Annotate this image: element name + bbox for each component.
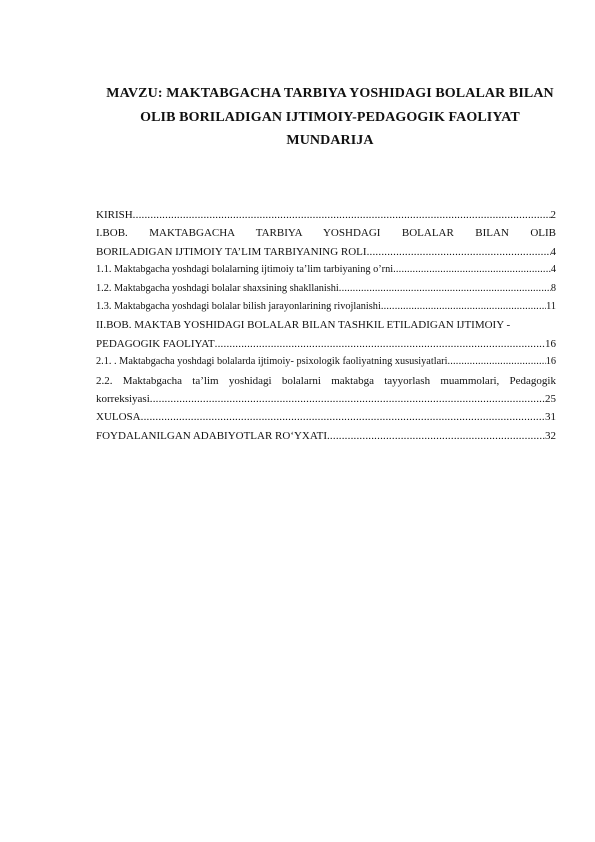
toc-page-number: 2: [550, 209, 556, 221]
toc-entry-text: 2.2. Maktabgacha ta’lim yoshidagi bolalarni maktabga tayyorlash muammolari, Pedagogik: [96, 374, 556, 387]
toc-leader-dots: [133, 206, 551, 224]
toc-page-number: 31: [545, 411, 556, 424]
toc-leader-dots: [367, 243, 551, 261]
toc-entry-text: II.BOB. MAKTAB YOSHIDAGI BOLALAR BILAN TASHKIL ETILADIGAN IJTIMOIY -: [96, 319, 511, 332]
toc-entry-1-1[interactable]: [96, 261, 556, 279]
toc-entry-bob1[interactable]: [96, 224, 556, 261]
toc-entry-2-2[interactable]: [96, 372, 556, 409]
toc-entry-2-1[interactable]: [96, 353, 556, 371]
toc-page-number: 4: [550, 264, 556, 276]
toc-entry-text: FOYDALANILGAN ADABIYOTLAR RO‘YXATI: [96, 429, 327, 442]
toc-entry-text: 1.2. Maktabgacha yoshdagi bolalar shaxsining shakllanishi: [96, 282, 339, 294]
toc-heading: MUNDARIJA: [286, 133, 374, 148]
toc-entry-text-cont: BORILADIGAN IJTIMOIY TA’LIM TARBIYANING ROLI: [96, 245, 367, 258]
toc-entry-1-2[interactable]: [96, 280, 556, 298]
table-of-contents: [96, 206, 556, 445]
toc-entry-1-3[interactable]: [96, 298, 556, 316]
toc-leader-dots: [141, 408, 545, 426]
toc-page-number: 32: [545, 429, 556, 442]
toc-entry-text: KIRISH: [96, 209, 133, 221]
toc-entry-text: I.BOB. MAKTABGACHA TARBIYA YOSHDAGI BOLALAR BILAN OLIB: [96, 227, 556, 240]
toc-entry-text: 1.3. Maktabgacha yoshdagi bolalar bilish jarayonlarining rivojlanishi: [96, 301, 381, 313]
toc-entry-text: XULOSA: [96, 411, 141, 424]
toc-entry-adabiyotlar[interactable]: [96, 427, 556, 445]
title-line-2: OLIB BORILADIGAN IJTIMOIY-PEDAGOGIK FAOLIYAT: [140, 109, 520, 125]
toc-leader-dots: [447, 353, 545, 371]
toc-page-number: 16: [545, 356, 556, 368]
toc-entry-xulosa[interactable]: [96, 408, 556, 426]
toc-entry-kirish[interactable]: [96, 206, 556, 224]
toc-leader-dots: [215, 335, 545, 353]
toc-entry-bob2[interactable]: [96, 316, 556, 353]
toc-page-number: 11: [546, 301, 556, 313]
toc-leader-dots: [381, 298, 546, 316]
toc-leader-dots: [150, 390, 545, 408]
toc-entry-text: 2.1. . Maktabgacha yoshdagi bolalarda ijtimoiy- psixologik faoliyatning xususiyatlari: [96, 356, 448, 368]
toc-page-number: 25: [545, 393, 556, 406]
toc-leader-dots: [327, 427, 545, 445]
toc-page-number: 8: [550, 282, 556, 294]
toc-entry-text-cont: korreksiyasi: [96, 393, 150, 406]
toc-entry-text-cont: PEDAGOGIK FAOLIYAT: [96, 337, 215, 350]
title-block: [60, 82, 595, 153]
toc-leader-dots: [393, 261, 551, 279]
title-line-1: MAVZU: MAKTABGACHA TARBIYA YOSHIDAGI BOLALAR BILAN: [106, 86, 554, 101]
toc-entry-text: 1.1. Maktabgacha yoshdagi bolalarning ijtimoiy ta’lim tarbiyaning o’rni: [96, 264, 394, 276]
toc-page-number: 16: [545, 337, 556, 350]
toc-leader-dots: [339, 280, 551, 298]
toc-page-number: 4: [550, 245, 556, 258]
